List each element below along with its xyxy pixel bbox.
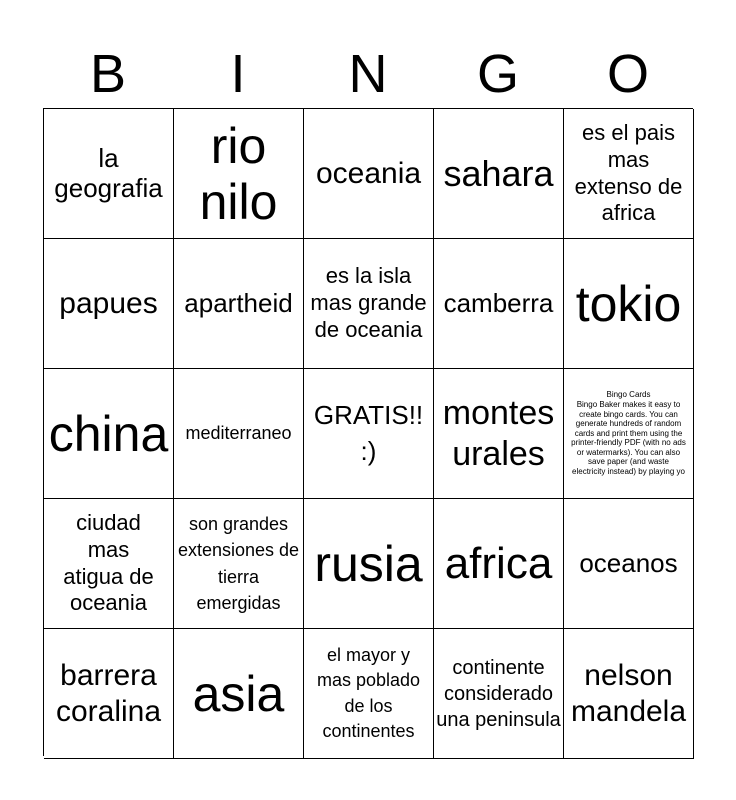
- cell-text: montes urales: [442, 393, 555, 473]
- bingo-cell[interactable]: [174, 629, 304, 759]
- bingo-cell[interactable]: [564, 239, 694, 369]
- bingo-cell[interactable]: [434, 369, 564, 499]
- bingo-cell[interactable]: [304, 629, 434, 759]
- cell-text: rio nilo: [199, 117, 278, 230]
- bingo-cell[interactable]: [304, 499, 434, 629]
- header-letter-o: O: [606, 44, 649, 104]
- cell-text: mediterraneo: [185, 423, 292, 444]
- cell-text: Bingo Cards Bingo Baker makes it easy to create bingo cards. You can generate hundreds of random cards and print them using the printer-friendly PDF (with no ads or watermarks). You can also save paper (and waste electricity instead) by playing yo: [571, 390, 686, 477]
- cell-text: oceanos: [579, 547, 678, 578]
- bingo-cell[interactable]: [564, 369, 694, 499]
- bingo-header: [43, 40, 693, 108]
- bingo-cell[interactable]: [564, 629, 694, 759]
- cell-text: son grandes extensiones de tierra emergidas: [177, 514, 300, 613]
- bingo-cell[interactable]: [564, 109, 694, 239]
- cell-text: barrera coralina: [55, 658, 162, 728]
- bingo-cell[interactable]: [44, 499, 174, 629]
- cell-text: tokio: [575, 275, 682, 332]
- cell-text: continente considerado una peninsula: [436, 656, 561, 731]
- header-letter-g: G: [476, 44, 519, 104]
- cell-text: africa: [444, 538, 553, 588]
- cell-text: el mayor y mas poblado de los continentes: [316, 645, 421, 741]
- bingo-cell[interactable]: [434, 629, 564, 759]
- bingo-card-grid: [43, 108, 693, 756]
- cell-text: ciudad mas atigua de oceania: [63, 509, 154, 616]
- bingo-cell[interactable]: [44, 109, 174, 239]
- bingo-cell[interactable]: [434, 499, 564, 629]
- cell-text: apartheid: [184, 287, 293, 318]
- cell-text: la geografia: [54, 142, 163, 203]
- bingo-cell[interactable]: [174, 369, 304, 499]
- cell-text: es la isla mas grande de oceania: [310, 263, 427, 342]
- header-letter-n: N: [348, 44, 388, 104]
- cell-text: oceania: [315, 156, 422, 190]
- cell-text: es el pais mas extenso de africa: [574, 119, 683, 226]
- header-letter-i: I: [230, 44, 246, 104]
- bingo-cell[interactable]: [174, 109, 304, 239]
- cell-text: nelson mandela: [570, 658, 687, 728]
- cell-text: camberra: [443, 287, 554, 318]
- cell-text: rusia: [314, 535, 423, 592]
- cell-text: sahara: [443, 152, 554, 194]
- cell-text: china: [48, 405, 169, 462]
- bingo-cell[interactable]: [304, 369, 434, 499]
- bingo-cell[interactable]: [434, 239, 564, 369]
- bingo-cell[interactable]: [174, 239, 304, 369]
- bingo-cell[interactable]: [44, 369, 174, 499]
- free-space-text: GRATIS!! :): [313, 400, 424, 466]
- bingo-cell[interactable]: [304, 239, 434, 369]
- bingo-cell[interactable]: [44, 629, 174, 759]
- bingo-cell[interactable]: [434, 109, 564, 239]
- bingo-cell[interactable]: [304, 109, 434, 239]
- bingo-cell[interactable]: [44, 239, 174, 369]
- cell-text: asia: [192, 665, 285, 722]
- header-letter-b: B: [89, 44, 127, 104]
- bingo-cell[interactable]: [174, 499, 304, 629]
- cell-text: papues: [59, 286, 158, 320]
- bingo-cell[interactable]: [564, 499, 694, 629]
